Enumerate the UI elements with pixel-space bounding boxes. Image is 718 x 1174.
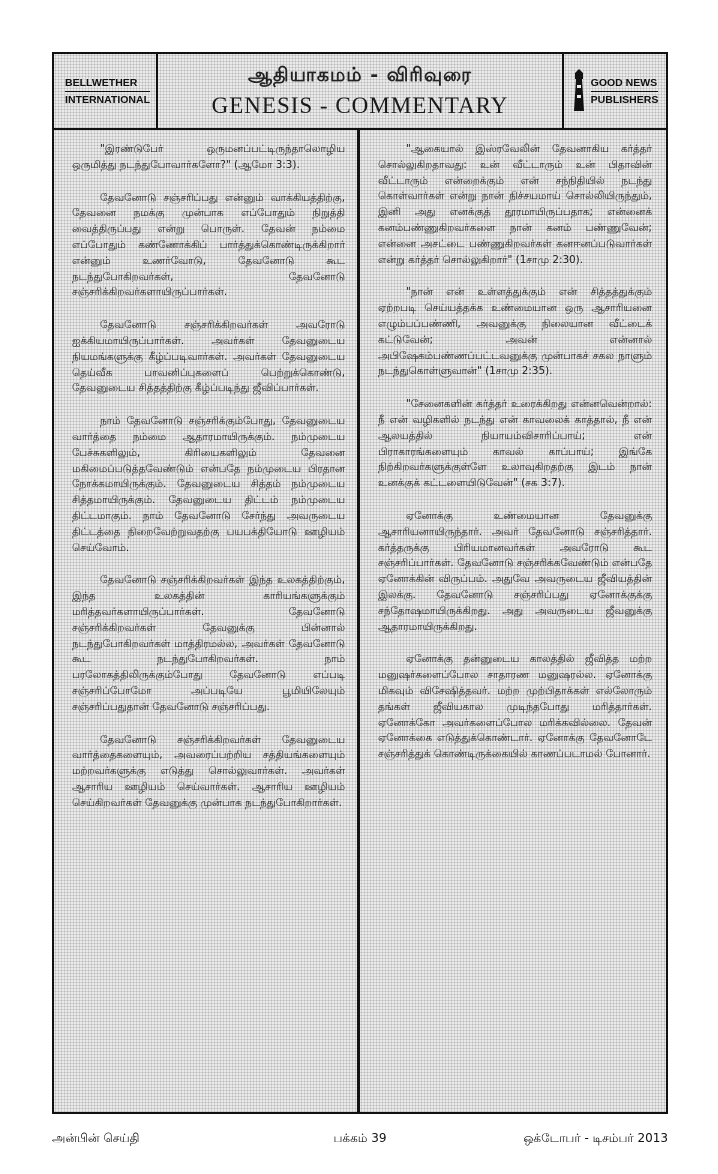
paragraph: தேவனோடு சஞ்சரிப்பது என்னும் வாக்கியத்திற்கு, தேவனை நமக்கு முன்பாக எப்போதும் நிறுத்தி வைத்திருப்பது என்று பொருள். தேவன் நம்மை எப்போதும் கண்ணோக்கிப் பார்த்துக்கொண்டிருக்கிறார் என்னும் உணர்வோடு, தேவனோடு கூட நடந்துபோகிறவர்கள், தேவனோடு சஞ்சரிக்கிறவர்களாயிருப்பார்கள். [72,191,345,299]
paragraph: "இரண்டுபேர் ஒருமனப்பட்டிருந்தாலொழிய ஒருமித்து நடந்துபோவார்களோ?" (ஆமோ 3:3). [72,143,345,171]
article-body [54,130,666,1112]
right-logo-line1: GOOD NEWS [591,75,659,92]
page-number: பக்கம் 39 [333,1131,387,1145]
paragraph: நாம் தேவனோடு சஞ்சரிக்கும்போது, தேவனுடைய வார்த்தை நம்மை ஆதாரமாயிருக்கும். நம்முடைய பேச்சுகளிலும், கிரியைகளிலும் தேவனை மகிமைப்படுத்தவேண்டும் என்பதே நம்முடைய பிரதான நோக்கமாயிருக்கும். தேவனுடைய சித்தம் நம்முடைய சித்தமாயிருக்கும். தேவனுடைய திட்டம் நம்முடைய திட்டமாகும். நாம் தேவனோடு சேர்ந்து அவருடைய திட்டத்தை நிறைவேற்றுவதற்கு பயபக்தியோடு ஊழியம் செய்வோம். [72,415,345,554]
paragraph: தேவனோடு சஞ்சரிக்கிறவர்கள் தேவனுடைய வார்த்தைகளையும், அவரைப்பற்றிய சத்தியங்களையும் மற்றவர்களுக்கு எடுத்து சொல்லுவார்கள். அவர்கள் ஆசாரிய ஊழியம் செய்வார்கள். ஆசாரிய ஊழியம் செய்கிறவர்கள் தேவனுக்கு முன்பாக நடந்துபோகிறார்கள். [72,733,345,809]
paragraph: "நான் என் உள்ளத்துக்கும் என் சித்தத்துக்கும் ஏற்றபடி செய்யத்தக்க உண்மையான ஒரு ஆசாரியனை எழும்பப்பண்ணி, அவனுக்கு நிலையான வீட்டைக் கட்டுவேன்; அவன் என்னால் அபிஷேகம்பண்ணப்பட்டவனுக்கு முன்பாகச் சகல நாளும் நடந்துகொள்ளுவான்" (1சாமு 2:35). [378,286,652,378]
paragraph: தேவனோடு சஞ்சரிக்கிறவர்கள் இந்த உலகத்திற்கும், இந்த உலகத்தின் காரியங்களுக்கும் மரித்தவர்களாயிருப்பார்கள். தேவனோடு சஞ்சரிக்கிறவர்கள் தேவனுக்கு பின்னால் நடந்துபோகிறவர்கள் மாத்திரமல்ல, அவர்கள் தேவனோடு கூட நடந்துபோகிறவர்கள். நாம் பரலோகத்திலிருக்கும்போது தேவனோடு எப்படி சஞ்சரிப்போமோ அப்படியே பூமியிலேயும் சஞ்சரிப்பதுதான் தேவனோடு சஞ்சரிப்பது. [72,574,345,713]
left-logo-line1: BELLWETHER [65,75,150,92]
left-column [54,130,360,1112]
paragraph: "ஆகையால் இஸ்ரவேலின் தேவனாகிய கர்த்தர் சொல்லுகிறதாவது: உன் வீட்டாரும் உன் பிதாவின் வீட்டாரும் என்றைக்கும் என் சந்நிதியில் நடந்து கொள்வார்கள் என்று நான் நிச்சயமாய் சொல்லியிருந்தும், இனி அது எனக்குத் தூரமாயிருப்பதாக; என்னைக் கனம்பண்ணுகிறவர்களை நான் கனம் பண்ணுவேன்; என்னை அசட்டை பண்ணுகிறவர்கள் கனஈனப்படுவார்கள் என்று கர்த்தர் சொல்லுகிறார்" (1சாமு 2:30). [378,143,652,266]
masthead [54,54,666,130]
page-frame [52,52,668,1114]
right-logo-line2: PUBLISHERS [590,93,659,106]
page-footer [52,1131,668,1147]
good-news-logo [562,54,666,128]
paragraph: ஏனோக்கு தன்னுடைய காலத்தில் ஜீவித்த மற்ற மனுஷர்களைப்போல சாதாரண மனுஷரல்ல. ஏனோக்கு மிகவும் விசேஷித்தவர். மற்ற முற்பிதாக்கள் எல்லோரும் தங்கள் ஜீவியகால முடிந்தபோது மரித்தார்கள். ஏனோக்கோ அவர்களைப்போல மரிக்கவில்லை. தேவன் ஏனோக்கை எடுத்துக்கொண்டார். ஏனோக்கு தேவனோடே சஞ்சரித்துக் கொண்டிருக்கையில் காணப்படாமல் போனார். [378,653,652,761]
issue-date: ஒக்டோபர் - டிசம்பர் 2013 [523,1131,668,1145]
title-block [158,54,562,128]
left-logo-line2: INTERNATIONAL [65,93,150,106]
page-title: GENESIS - COMMENTARY [211,92,509,118]
lighthouse-icon [572,69,586,113]
right-column [360,130,666,1112]
magazine-name: அன்பின் செய்தி [52,1131,140,1145]
title-tamil: ஆதியாகமம் - விரிவுரை [248,63,472,86]
paragraph: தேவனோடு சஞ்சரிக்கிறவர்கள் அவரோடு ஐக்கியமாயிருப்பார்கள். அவர்கள் தேவனுடைய நியமங்களுக்கு கீழ்ப்படிவார்கள். அவர்கள் தேவனுடைய தெய்வீக பாவனிப்புகளைப் பெற்றுக்கொண்டு, தேவனுடைய சித்தத்திற்கு கீழ்ப்படிந்து ஜீவிப்பார்கள். [72,319,345,395]
paragraph: "சேனைகளின் கர்த்தர் உரைக்கிறது என்னவென்றால்: நீ என் வழிகளில் நடந்து என் காவலைக் காத்தால், நீ என் ஆலயத்தில் நியாயம்விசாரிப்பாய்; என் பிராகாரங்களையும் காவல் காப்பாய்; இங்கே நிற்கிறவர்களுக்குள்ளே உலாவுகிறதற்கு இடம் நான் உனக்குக் கட்டளையிடுவேன்" (சக 3:7). [378,398,652,490]
bellwether-logo [54,54,158,128]
paragraph: ஏனோக்கு உண்மையான தேவனுக்கு ஆசாரியனாயிருந்தார். அவர் தேவனோடு சஞ்சரித்தார். கர்த்தருக்கு பிரியமானவர்கள் அவரோடு கூட சஞ்சரிப்பார்கள். தேவனோடு சஞ்சரிக்கவேண்டும் என்பதே ஏனோக்கின் விருப்பம். அதுவே அவருடைய ஜீவியத்தின் இலக்கு. தேவனோடு சஞ்சரிப்பது ஏனோக்குக்கு சந்தோஷமாயிருக்கிறது. அது அவருடைய ஜீவனுக்கு ஆதாரமாயிருக்கிறது. [378,509,652,633]
